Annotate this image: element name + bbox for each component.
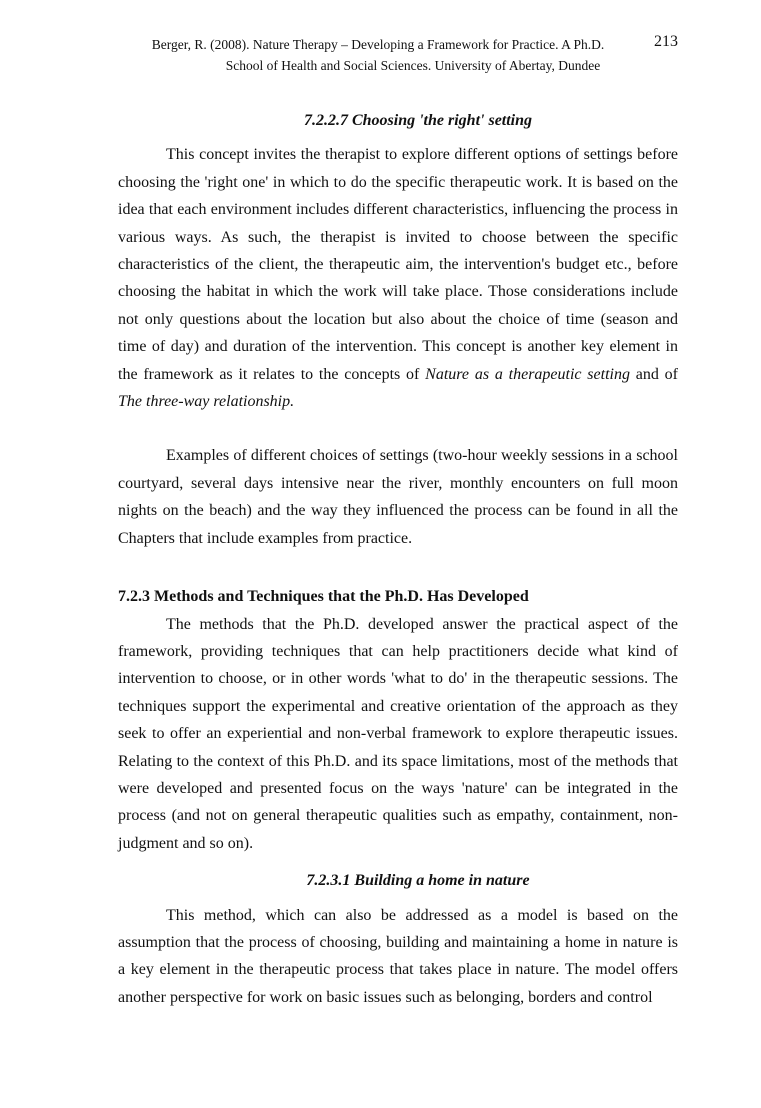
- header-institution: School of Health and Social Sciences. University of Abertay, Dundee: [225, 58, 601, 73]
- section-heading-7-2-3: 7.2.3 Methods and Techniques that the Ph.D. Has Developed: [118, 588, 529, 606]
- header-citation-text: Berger, R. (2008). Nature Therapy – Developing a Framework for Practice. A Ph.D.: [151, 37, 605, 52]
- subsection-heading-7-2-3-1: 7.2.3.1 Building a home in nature: [306, 872, 530, 890]
- paragraph: This method, which can also be addressed as a model is based on the assumption that the process of choosing, building and maintaining a home in nature is a key element in the therapeutic process that takes place in nature. The model offers another perspective for work on basic issues such as belonging, borders and control: [118, 906, 678, 1006]
- emphasis-text: The three-way relationship.: [118, 393, 295, 411]
- paragraph: Examples of different choices of settings (two-hour weekly sessions in a school courtyard, several days intensive near the river, monthly encounters on full moon nights on the beach) and the way they influenced the process can be found in all the Chapters that include examples from practice.: [118, 447, 678, 547]
- header-citation: [118, 34, 678, 55]
- paragraph: [118, 141, 678, 415]
- paragraph: The methods that the Ph.D. developed answer the practical aspect of the framework, providing techniques that can help practitioners decide what kind of intervention to choose, or in other words 'what to do' in the therapeutic sessions. The techniques support the experimental and creative orientation of the approach as they seek to offer an experiential and non-verbal framework to explore therapeutic issues. Relating to the context of this Ph.D. and its space limitations, most of the methods that were developed and presented focus on the ways 'nature' can be integrated in the process (and not on general therapeutic qualities such as empathy, containment, non-judgment and so on).: [118, 615, 678, 852]
- paragraph-text: This concept invites the therapist to explore different options of settings before choosing the 'right one' in which to do the specific therapeutic work. It is based on the idea that each environment includes different characteristics, influencing the process in various ways. As such, the therapist is invited to choose between the specific characteristics of the client, the therapeutic aim, the intervention's budget etc., before choosing the habitat in which the work will take place. Those considerations include not only questions about the location but also about the choice of time (season and time of day) and duration of the intervention. This concept is another key element in the framework as it relates to the concepts of: [118, 146, 678, 383]
- page-body: [118, 107, 678, 1011]
- page-number: 213: [654, 33, 678, 50]
- paragraph-text: and of: [629, 365, 678, 383]
- emphasis-text: Nature as a therapeutic setting: [425, 365, 630, 383]
- subsection-heading-7-2-2-7: 7.2.2.7 Choosing 'the right' setting: [303, 112, 533, 129]
- running-header: [118, 34, 678, 76]
